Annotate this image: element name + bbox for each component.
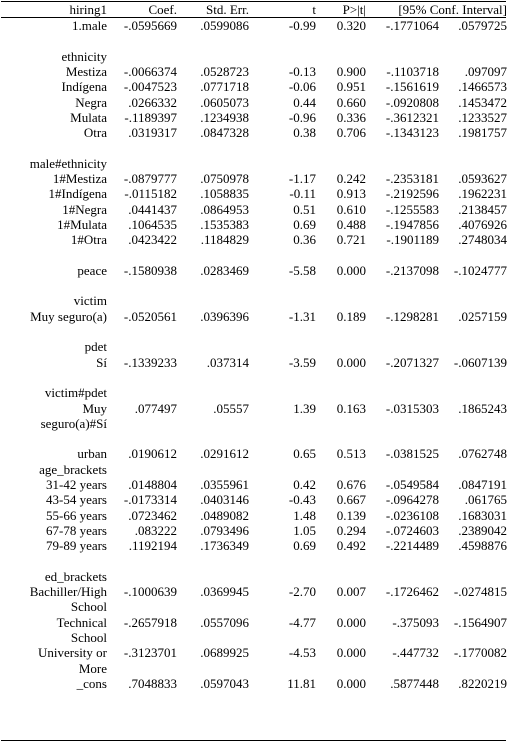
header-se: Std. Err. [206, 2, 249, 17]
row-label: pdet [84, 339, 107, 355]
row-label: 1#Indígena [48, 186, 107, 202]
p-cell: 0.000 [336, 354, 366, 370]
ci-high-cell: .0593627 [458, 171, 507, 186]
row-label: ed_brackets [44, 568, 107, 584]
header-p: P>|t| [342, 2, 366, 17]
row-label: Muy seguro(a) [30, 308, 107, 324]
t-cell: 0.69 [293, 538, 316, 554]
t-cell: 0.69 [293, 216, 316, 232]
t-cell: 0.42 [293, 477, 316, 492]
t-cell: 11.81 [287, 675, 316, 691]
ci-high-cell: .2389042 [458, 522, 507, 538]
row-label: 1#Mulata [57, 216, 107, 232]
t-cell: -0.43 [288, 492, 316, 508]
ci-low-cell: -.0381525 [385, 446, 439, 462]
coef-cell: .0148804 [128, 477, 177, 492]
t-cell: 1.39 [293, 400, 316, 416]
p-cell: 0.660 [336, 94, 366, 110]
ci-low-cell: -.0236108 [385, 507, 439, 523]
se-cell: .0793496 [200, 522, 249, 538]
t-cell: -0.13 [288, 63, 316, 79]
t-cell: 0.65 [293, 446, 316, 462]
coef-cell: .0266332 [128, 94, 177, 110]
p-cell: 0.492 [336, 538, 366, 554]
header-t: t [312, 2, 316, 17]
coef-cell: -.1339233 [123, 354, 177, 370]
se-cell: .0605073 [200, 94, 249, 110]
ci-low-cell: -.3612321 [385, 109, 439, 125]
row-label: 1#Otra [70, 232, 107, 248]
ci-high-cell: .8220219 [458, 675, 507, 691]
row-label: _cons [76, 675, 107, 691]
coef-cell: -.0520561 [123, 308, 177, 324]
ci-low-cell: -.0549584 [385, 477, 439, 492]
ci-low-cell: -.2071327 [385, 354, 439, 370]
se-cell: .0489082 [200, 507, 249, 523]
t-cell: 1.48 [293, 507, 316, 523]
se-cell: .0528723 [200, 63, 249, 79]
row-label: University or [38, 645, 107, 661]
p-cell: 0.163 [336, 400, 366, 416]
ci-high-cell: .1466573 [458, 79, 507, 95]
p-cell: 0.000 [336, 675, 366, 691]
row-label: victim [73, 293, 107, 309]
row-label: Mestiza [65, 63, 107, 79]
se-cell: .0291612 [200, 446, 249, 462]
header-ci: [95% Conf. Interval] [398, 2, 507, 17]
t-cell: 0.36 [293, 232, 316, 248]
ci-high-cell: .0762748 [458, 446, 507, 462]
t-cell: -4.77 [288, 614, 316, 630]
ci-high-cell: -.0274815 [453, 584, 507, 600]
t-cell: -0.99 [288, 18, 316, 33]
row-label: male#ethnicity [29, 155, 107, 171]
coef-cell: .1064535 [128, 216, 177, 232]
se-cell: .0864953 [200, 201, 249, 217]
ci-low-cell: -.1103718 [386, 63, 439, 79]
coef-cell: -.0047523 [123, 79, 177, 95]
se-cell: .0283469 [200, 262, 249, 278]
row-label: School [70, 599, 107, 615]
ci-high-cell: .1453472 [458, 94, 507, 110]
coef-cell: -.0879777 [123, 171, 177, 186]
ci-low-cell: -.1298281 [385, 308, 439, 324]
ci-high-cell: .0847191 [458, 477, 507, 492]
t-cell: -2.70 [288, 584, 316, 600]
ci-high-cell: .1865243 [458, 400, 507, 416]
ci-low-cell: -.2192596 [385, 186, 439, 202]
p-cell: 0.139 [336, 507, 366, 523]
t-cell: -5.58 [288, 262, 316, 278]
p-cell: 0.488 [336, 216, 366, 232]
t-cell: 1.05 [293, 522, 316, 538]
row-label: seguro(a)#Sí [40, 415, 107, 431]
coef-cell: -.0173314 [123, 492, 177, 508]
se-cell: .1234938 [200, 109, 249, 125]
p-cell: 0.000 [336, 645, 366, 661]
ci-low-cell: .5877448 [390, 675, 439, 691]
row-label: peace [77, 262, 107, 278]
ci-low-cell: -.1561619 [385, 79, 439, 95]
se-cell: .1736349 [200, 538, 249, 554]
p-cell: 0.721 [336, 232, 366, 248]
ci-low-cell: -.1343123 [385, 125, 439, 141]
ci-low-cell: -.0964278 [385, 492, 439, 508]
p-cell: 0.610 [336, 201, 366, 217]
se-cell: .0369945 [200, 584, 249, 600]
se-cell: .0599086 [200, 18, 249, 33]
row-label: 67-78 years [45, 522, 107, 538]
coef-cell: -.3123701 [123, 645, 177, 661]
row-label: 1#Mestiza [52, 171, 107, 186]
row-label: 55-66 years [45, 507, 107, 523]
ci-high-cell: -.1770082 [453, 645, 507, 661]
ci-low-cell: -.2353181 [385, 171, 439, 186]
p-cell: 0.007 [336, 584, 366, 600]
row-label: Sí [96, 354, 107, 370]
se-cell: .0689925 [200, 645, 249, 661]
coef-cell: -.1189397 [124, 109, 177, 125]
p-cell: 0.513 [336, 446, 366, 462]
ci-high-cell: .1981757 [458, 125, 507, 141]
coef-cell: -.2657918 [123, 614, 177, 630]
row-label: Negra [75, 94, 107, 110]
ci-low-cell: -.1901189 [386, 232, 439, 248]
coef-cell: .0319317 [128, 125, 177, 141]
p-cell: 0.294 [336, 522, 366, 538]
row-label: Mulata [70, 109, 107, 125]
coef-cell: .7048833 [128, 675, 177, 691]
ci-low-cell: -.1771064 [385, 18, 439, 33]
ci-high-cell: -.1024777 [453, 262, 507, 278]
coef-cell: .083222 [134, 522, 177, 538]
ci-high-cell: .097097 [464, 63, 507, 79]
header-depvar: hiring1 [69, 2, 107, 17]
row-label: urban [77, 446, 107, 462]
ci-low-cell: -.2137098 [385, 262, 439, 278]
p-cell: 0.242 [336, 171, 366, 186]
t-cell: -0.96 [288, 109, 316, 125]
ci-low-cell: -.0920808 [385, 94, 439, 110]
row-label: 43-54 years [45, 492, 107, 508]
t-cell: 0.38 [293, 125, 316, 141]
row-label: 31-42 years [45, 477, 107, 492]
row-label: ethnicity [61, 48, 107, 64]
row-label: Technical [56, 614, 107, 630]
se-cell: .0396396 [200, 308, 249, 324]
coef-cell: .0723462 [128, 507, 177, 523]
se-cell: .0403146 [200, 492, 249, 508]
p-cell: 0.913 [336, 186, 366, 202]
coef-cell: -.1000639 [123, 584, 177, 600]
coef-cell: .077497 [134, 400, 177, 416]
ci-high-cell: .1683031 [458, 507, 507, 523]
p-cell: 0.000 [336, 262, 366, 278]
coef-cell: .0441437 [128, 201, 177, 217]
p-cell: 0.676 [336, 477, 366, 492]
p-cell: 0.320 [336, 18, 366, 33]
t-cell: 0.51 [293, 201, 316, 217]
row-label: School [70, 630, 107, 645]
se-cell: .0771718 [200, 79, 249, 95]
p-cell: 0.900 [336, 63, 366, 79]
coef-cell: .0190612 [128, 446, 177, 462]
se-cell: .0557096 [200, 614, 249, 630]
t-cell: 0.44 [293, 94, 316, 110]
ci-high-cell: .061765 [464, 492, 507, 508]
row-label: age_brackets [39, 461, 107, 477]
se-cell: .0847328 [200, 125, 249, 141]
ci-low-cell: -.1947856 [385, 216, 439, 232]
ci-high-cell: .0579725 [458, 18, 507, 33]
coef-cell: -.0595669 [123, 18, 177, 33]
row-label: victim#pdet [44, 385, 107, 401]
ci-high-cell: .2138457 [458, 201, 507, 217]
se-cell: .037314 [206, 354, 249, 370]
p-cell: 0.336 [336, 109, 366, 125]
se-cell: .0355961 [200, 477, 249, 492]
ci-high-cell: .4076926 [458, 216, 507, 232]
se-cell: .0597043 [200, 675, 249, 691]
ci-low-cell: -.1726462 [385, 584, 439, 600]
t-cell: -1.17 [288, 171, 316, 186]
row-label: Bachiller/High [29, 584, 107, 600]
p-cell: 0.189 [336, 308, 366, 324]
ci-low-cell: -.375093 [392, 614, 439, 630]
coef-cell: -.0066374 [123, 63, 177, 79]
row-label: 1.male [71, 18, 107, 33]
se-cell: .05557 [213, 400, 249, 416]
p-cell: 0.951 [336, 79, 366, 95]
row-label: 79-89 years [45, 538, 107, 554]
coef-cell: .1192194 [128, 538, 177, 554]
se-cell: .1535383 [200, 216, 249, 232]
se-cell: .1184829 [200, 232, 249, 248]
coef-cell: -.1580938 [123, 262, 177, 278]
bottom-rule [1, 740, 506, 741]
t-cell: -3.59 [288, 354, 316, 370]
row-label: Muy [82, 400, 107, 416]
ci-high-cell: -.1564907 [453, 614, 507, 630]
row-label: More [78, 660, 107, 676]
t-cell: -0.11 [289, 186, 316, 202]
coef-cell: -.0115182 [124, 186, 177, 202]
ci-high-cell: .2748034 [458, 232, 507, 248]
p-cell: 0.667 [336, 492, 366, 508]
ci-low-cell: -.1255583 [385, 201, 439, 217]
coef-cell: .0423422 [128, 232, 177, 248]
se-cell: .0750978 [200, 171, 249, 186]
row-label: Indígena [61, 79, 107, 95]
p-cell: 0.706 [336, 125, 366, 141]
ci-high-cell: .1233527 [458, 109, 507, 125]
t-cell: -4.53 [288, 645, 316, 661]
ci-high-cell: .4598876 [458, 538, 507, 554]
ci-low-cell: -.447732 [392, 645, 439, 661]
ci-high-cell: .1962231 [458, 186, 507, 202]
ci-low-cell: -.0315303 [385, 400, 439, 416]
header-coef: Coef. [148, 2, 177, 17]
se-cell: .1058835 [200, 186, 249, 202]
t-cell: -0.06 [288, 79, 316, 95]
ci-high-cell: -.0607139 [453, 354, 507, 370]
t-cell: -1.31 [288, 308, 316, 324]
ci-low-cell: -.0724603 [385, 522, 439, 538]
ci-low-cell: -.2214489 [385, 538, 439, 554]
row-label: 1#Negra [62, 201, 107, 217]
row-label: Otra [83, 125, 107, 141]
ci-high-cell: .0257159 [458, 308, 507, 324]
p-cell: 0.000 [336, 614, 366, 630]
